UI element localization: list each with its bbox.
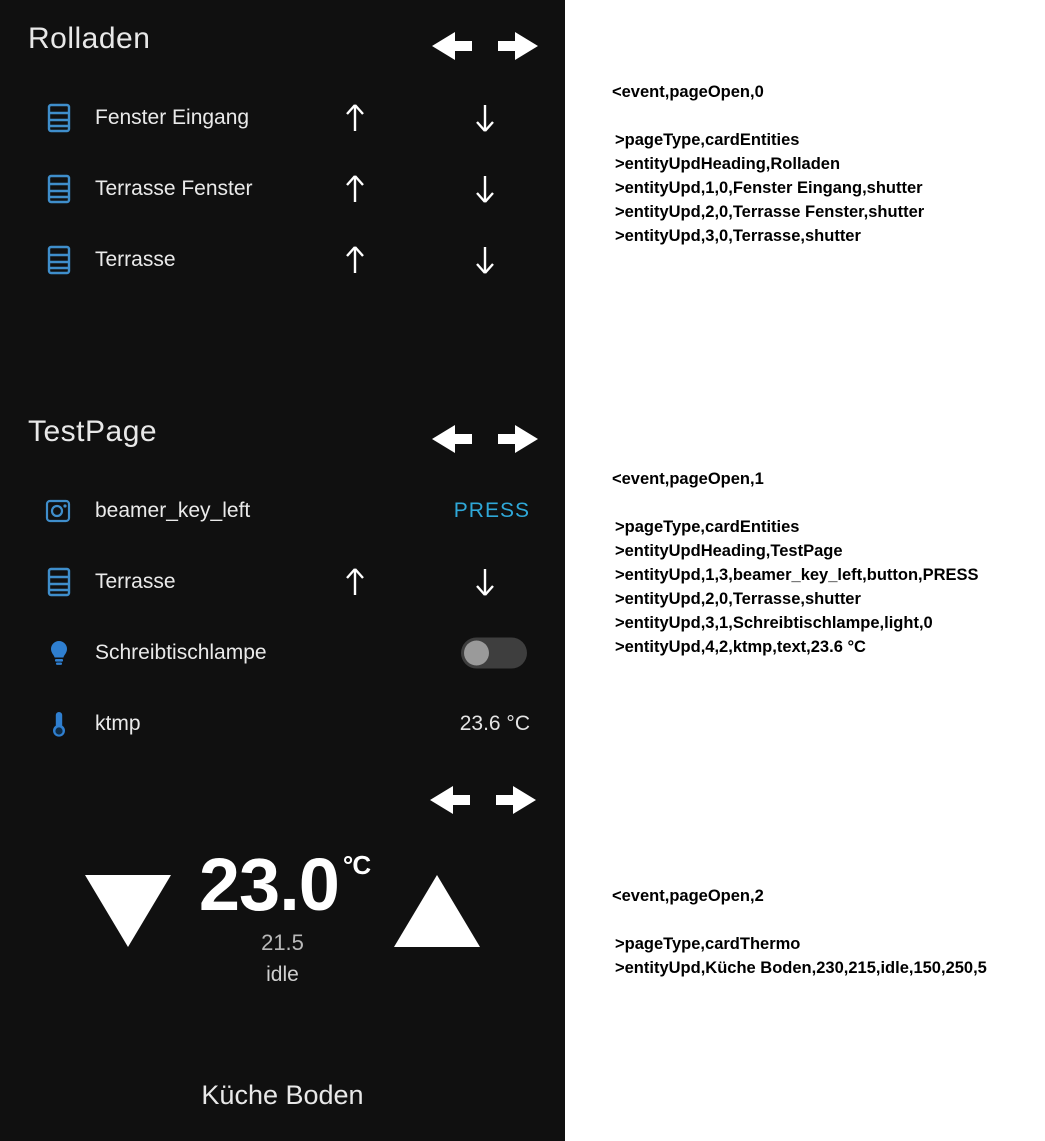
list-item[interactable]: [0, 82, 565, 153]
log-line: >entityUpd,2,0,Terrasse Fenster,shutter: [615, 203, 925, 221]
arrow-right-icon[interactable]: [493, 24, 545, 68]
list-item: [0, 688, 565, 759]
arrow-up-icon[interactable]: [335, 172, 375, 206]
target-temperature: 21.5: [261, 930, 304, 955]
serial-log-panel: [565, 0, 1045, 1141]
entity-name: Terrasse Fenster: [95, 176, 253, 200]
log-block: [612, 80, 925, 248]
entity-name: Fenster Eingang: [95, 105, 250, 129]
list-item[interactable]: [0, 224, 565, 295]
arrow-right-icon[interactable]: [493, 417, 545, 461]
thermo-entity-name: Küche Boden: [201, 1080, 364, 1110]
log-block: [612, 884, 987, 980]
shutter-icon: [42, 243, 76, 277]
card-nav: [423, 778, 543, 822]
thermometer-icon: [42, 707, 76, 741]
shutter-controls: [315, 101, 535, 135]
card-nav: [425, 417, 545, 461]
shutter-icon: [42, 101, 76, 135]
entity-name: ktmp: [95, 711, 141, 735]
projector-icon: [42, 494, 76, 528]
thermo-controls: [0, 830, 565, 1030]
lightbulb-icon: [42, 636, 76, 670]
stop-square-icon[interactable]: [400, 172, 440, 206]
shutter-controls: [315, 565, 535, 599]
log-line: >pageType,cardEntities: [615, 131, 800, 149]
log-line: >entityUpd,2,0,Terrasse,shutter: [615, 590, 861, 608]
list-item[interactable]: [0, 153, 565, 224]
list-item[interactable]: [0, 617, 565, 688]
arrow-right-icon[interactable]: [491, 778, 543, 822]
toggle-knob: [464, 640, 489, 665]
card-testpage: [0, 415, 565, 759]
light-toggle[interactable]: [461, 637, 527, 668]
arrow-left-icon[interactable]: [425, 417, 477, 461]
card-header: [0, 22, 565, 82]
card-nav: [425, 24, 545, 68]
arrow-down-icon[interactable]: [465, 172, 505, 206]
shutter-controls: [315, 243, 535, 277]
shutter-icon: [42, 565, 76, 599]
card-header: [0, 415, 565, 475]
page-title: Rolladen: [28, 22, 151, 55]
card-rolladen: [0, 22, 565, 295]
arrow-up-icon[interactable]: [335, 243, 375, 277]
current-temperature-value: 23.0: [198, 843, 339, 926]
log-event: <event,pageOpen,0: [612, 83, 764, 101]
arrow-down-icon[interactable]: [465, 565, 505, 599]
entity-name: Terrasse: [95, 247, 176, 271]
arrow-down-icon[interactable]: [465, 101, 505, 135]
arrow-up-icon[interactable]: [335, 565, 375, 599]
entity-value: 23.6 °C: [459, 711, 530, 735]
temperature-unit: °C: [342, 850, 371, 880]
current-temperature: [0, 842, 565, 927]
arrow-down-icon[interactable]: [465, 243, 505, 277]
arrow-up-icon[interactable]: [335, 101, 375, 135]
log-line: >entityUpdHeading,Rolladen: [615, 155, 841, 173]
thermo-state: idle: [266, 963, 299, 986]
log-line: >entityUpd,3,1,Schreibtischlampe,light,0: [615, 614, 933, 632]
log-line: >entityUpd,3,0,Terrasse,shutter: [615, 227, 861, 245]
entity-name: beamer_key_left: [95, 498, 251, 522]
list-item[interactable]: [0, 546, 565, 617]
entity-name: Terrasse: [95, 569, 176, 593]
press-button[interactable]: PRESS: [453, 498, 530, 522]
log-line: >entityUpd,Küche Boden,230,215,idle,150,250,5: [615, 959, 987, 977]
page-title: TestPage: [28, 415, 158, 448]
log-line: >pageType,cardThermo: [615, 935, 801, 953]
log-event: <event,pageOpen,2: [612, 887, 764, 905]
arrow-left-icon[interactable]: [423, 778, 475, 822]
entity-name: Schreibtischlampe: [95, 640, 267, 664]
shutter-controls: [315, 172, 535, 206]
log-line: >entityUpd,1,0,Fenster Eingang,shutter: [615, 179, 923, 197]
stop-square-icon[interactable]: [400, 565, 440, 599]
log-line: >entityUpd,1,3,beamer_key_left,button,PRESS: [615, 566, 979, 584]
log-line: >pageType,cardEntities: [615, 518, 800, 536]
list-item[interactable]: [0, 475, 565, 546]
shutter-icon: [42, 172, 76, 206]
card-thermo: [0, 770, 565, 1141]
log-event: <event,pageOpen,1: [612, 470, 764, 488]
stop-square-icon[interactable]: [400, 101, 440, 135]
stop-square-icon[interactable]: [400, 243, 440, 277]
arrow-left-icon[interactable]: [425, 24, 477, 68]
log-block: [612, 467, 979, 659]
log-line: >entityUpd,4,2,ktmp,text,23.6 °C: [615, 638, 866, 656]
log-line: >entityUpdHeading,TestPage: [615, 542, 843, 560]
